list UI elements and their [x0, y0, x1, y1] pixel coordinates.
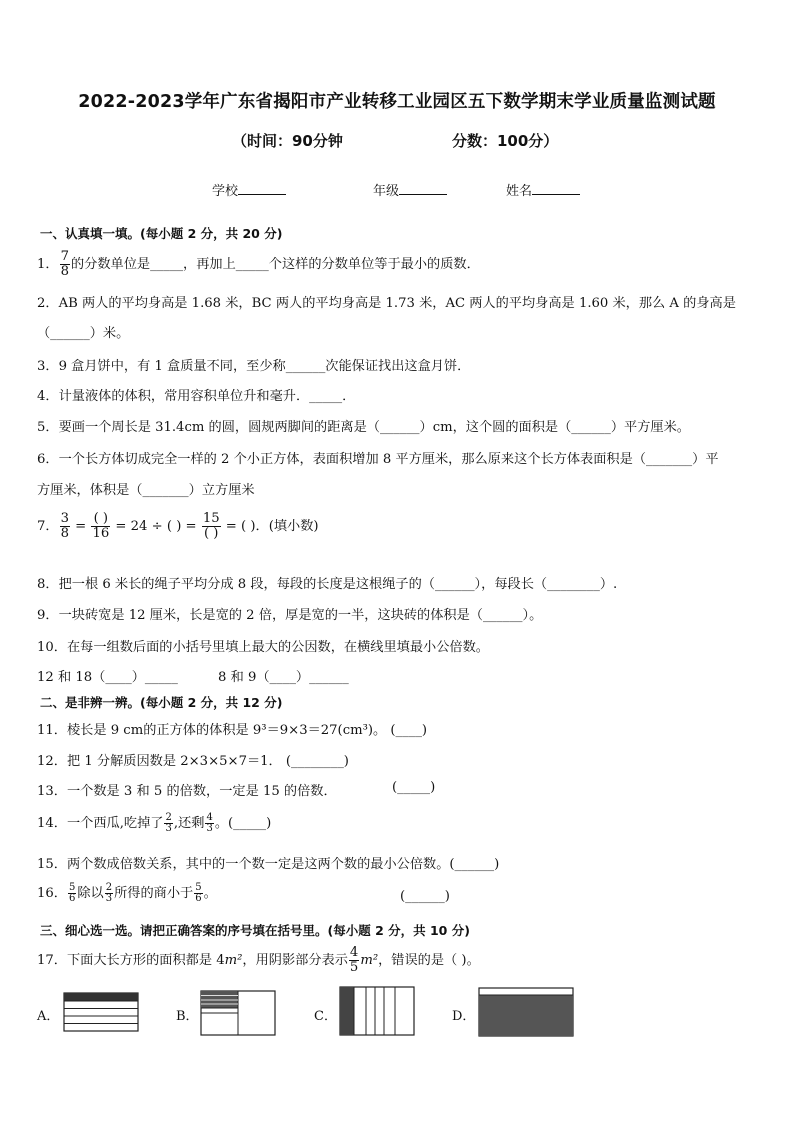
question-16-blank: (______)	[400, 889, 450, 904]
section-3-heading: 三、细心选一选。请把正确答案的序号填在括号里。(每小题 2 分，共 10 分)	[40, 923, 470, 938]
option-d-figure[interactable]	[478, 987, 574, 1037]
fraction: $\frac{5}{6}$	[68, 881, 76, 904]
question-10-line1: 10．在每一组数后面的小括号里填上最大的公因数，在横线里填最小公倍数。	[37, 640, 489, 655]
question-2-line2: （______）米。	[37, 326, 130, 341]
shaded-area	[340, 987, 354, 1035]
question-4: 4．计量液体的体积，常用容积单位升和毫升．_____．	[37, 389, 356, 404]
shaded-area	[479, 995, 573, 1036]
question-8: 8．把一根 6 米长的绳子平均分成 8 段，每段的长度是这根绳子的（______），每段长（________）.	[37, 577, 618, 592]
shaded-area	[64, 993, 138, 1001]
option-d-label[interactable]: D．	[452, 1009, 476, 1024]
question-3: 3．9 盒月饼中，有 1 盒质量不同，至少称______次能保证找出这盒月饼．	[37, 359, 471, 374]
time-label: （时间：90分钟	[232, 132, 343, 150]
question-17: 17．下面大长方形的面积都是 4m²，用阴影部分表示 $\frac{4}{5}$ m²，错误的是（ )。	[37, 945, 480, 975]
fraction: $\frac{4}{5}$	[349, 945, 359, 975]
question-15: 15．两个数成倍数关系，其中的一个数一定是这两个数的最小公倍数。(______)	[37, 857, 500, 872]
question-10-line2a: 12 和 18（____）_____	[37, 670, 178, 685]
fraction: $\frac{7}{8}$	[60, 249, 69, 279]
question-9: 9．一块砖宽是 12 厘米，长是宽的 2 倍，厚是宽的一半，这块砖的体积是（______）。	[37, 608, 543, 623]
question-16: 16． $\frac{5}{6}$ 除以 $\frac{2}{3}$ 所得的商小于 $\frac{5}{6}$ 。	[37, 881, 217, 904]
fraction: $\frac{5}{6}$	[195, 881, 202, 904]
fraction: $\frac{4}{3}$	[206, 811, 213, 834]
page-title: 2022-2023学年广东省揭阳市产业转移工业园区五下数学期末学业质量监测试题	[78, 92, 716, 112]
fraction: $\frac{3}{8}$	[60, 511, 69, 541]
section-1-heading: 一、认真填一填。(每小题 2 分，共 20 分)	[40, 226, 283, 241]
fraction: $\frac{2}{3}$	[165, 811, 172, 834]
grade-field[interactable]: 年级	[373, 180, 447, 199]
question-13: 13．一个数是 3 和 5 的倍数，一定是 15 的倍数．	[37, 784, 337, 799]
option-c-figure[interactable]	[339, 986, 415, 1036]
option-a-figure[interactable]	[63, 992, 139, 1032]
option-b-figure[interactable]	[200, 990, 276, 1036]
question-12: 12．把 1 分解质因数是 2×3×5×7＝1． (________)	[37, 754, 349, 769]
question-13-blank: (_____)	[392, 780, 436, 795]
fraction: $\frac{( )}{16}$	[92, 511, 110, 541]
question-1: 1． $\frac{7}{8}$ 的分数单位是_____，再加上_____个这样的分数单位等于最小的质数．	[37, 249, 480, 279]
question-10-line2b: 8 和 9（____）______	[218, 670, 349, 685]
name-field[interactable]: 姓名	[506, 180, 580, 199]
question-2-line1: 2．AB 两人的平均身高是 1.68 米，BC 两人的平均身高是 1.73 米，AC 两人的平均身高是 1.60 米，那么 A 的身高是	[37, 296, 736, 311]
question-7: 7． $\frac{3}{8}$ = $\frac{( )}{16}$ = 24 ÷ ( ) = $\frac{15}{( )}$ = ( )．(填小数)	[37, 511, 319, 541]
option-b-label[interactable]: B．	[176, 1009, 199, 1024]
question-11: 11．棱长是 9 cm的正方体的体积是 9³＝9×3＝27(cm³)。 (____)	[37, 723, 428, 738]
question-5: 5．要画一个周长是 31.4cm 的圆，圆规两脚间的距离是（______）cm，这个圆的面积是（______）平方厘米。	[37, 420, 690, 435]
fraction: $\frac{15}{( )}$	[202, 511, 220, 541]
school-field[interactable]: 学校	[212, 180, 286, 199]
option-c-label[interactable]: C．	[314, 1009, 337, 1024]
question-6-line1: 6．一个长方体切成完全一样的 2 个小正方体，表面积增加 8 平方厘米，那么原来这个长方体表面积是（_______）平	[37, 452, 719, 467]
question-14: 14．一个西瓜,吃掉了 $\frac{2}{3}$ ,还剩 $\frac{4}{3}$ 。(_____)	[37, 811, 272, 834]
question-6-line2: 方厘米，体积是（_______）立方厘米	[37, 483, 255, 498]
fraction: $\frac{2}{3}$	[105, 881, 113, 904]
section-2-heading: 二、是非辨一辨。(每小题 2 分，共 12 分)	[40, 695, 283, 710]
score-label: 分数：100分）	[452, 132, 559, 150]
option-a-label[interactable]: A．	[37, 1009, 60, 1024]
